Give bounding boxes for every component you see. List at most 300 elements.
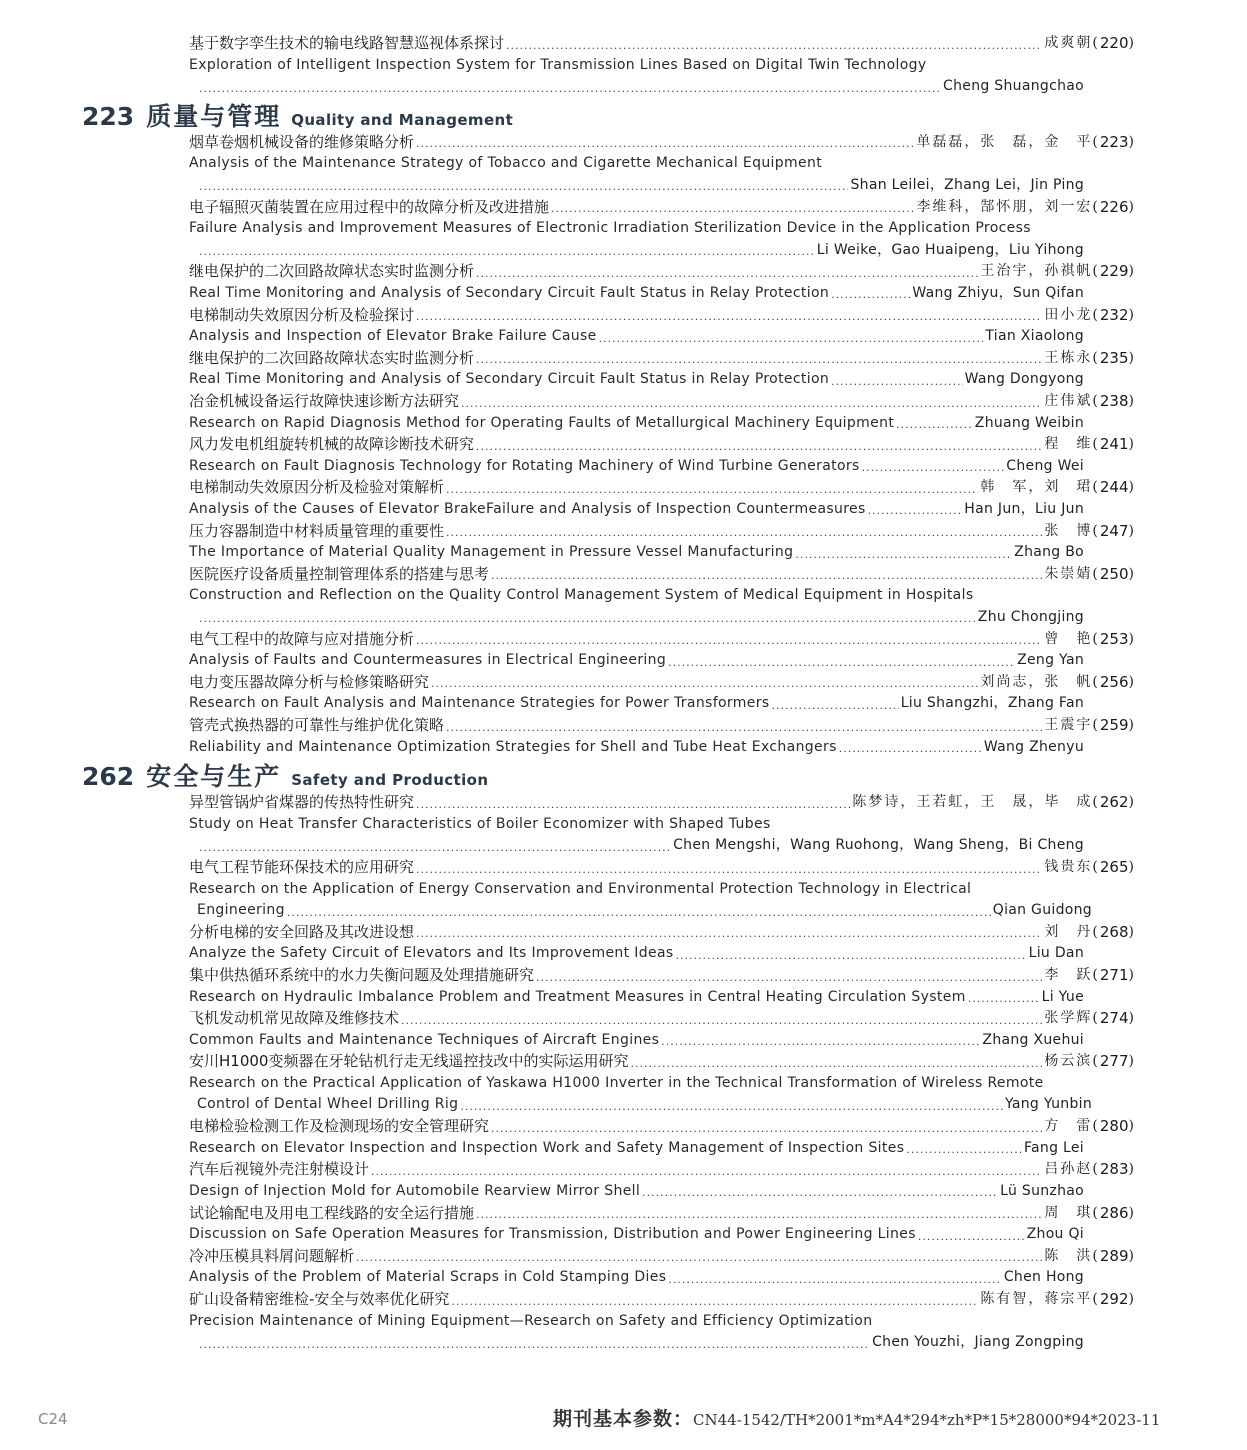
entry-page-number: 265 xyxy=(1099,858,1129,876)
entry-zh-line xyxy=(189,564,1136,586)
leader-dots xyxy=(476,1205,1042,1224)
leader-dots xyxy=(630,1054,1042,1073)
entry-en-line xyxy=(189,814,1084,836)
entry-en-line xyxy=(189,542,1084,564)
entry-page-number: 229 xyxy=(1099,262,1129,281)
entry-en-title: Research on Fault Analysis and Maintenance Strategies for Power Transformers xyxy=(189,695,770,712)
entry-zh-title: 基于数字孪生技术的输电线路智慧巡视体系探讨 xyxy=(189,34,505,52)
entry-en-line xyxy=(189,326,1084,348)
leader-dots xyxy=(401,1011,1042,1030)
journal-params-value: CN44-1542/TH*2001*m*A4*294*zh*P*15*28000*94*2023-11 xyxy=(693,1411,1161,1429)
toc-entry xyxy=(189,305,1136,348)
entry-page-open: ( xyxy=(1092,1010,1100,1027)
entry-zh-line xyxy=(189,305,1136,327)
entry-page-number: 292 xyxy=(1099,1290,1129,1308)
entry-en-line xyxy=(189,1094,1092,1116)
entry-page-close: ) xyxy=(1128,1161,1136,1178)
entry-page-open: ( xyxy=(1092,393,1100,409)
entry-en-line xyxy=(189,650,1084,672)
entry-en-line xyxy=(189,1073,1084,1095)
entry-en-title: Analysis of the Problem of Material Scraps in Cold Stamping Dies xyxy=(189,1269,667,1286)
entry-en-line xyxy=(189,879,1084,901)
toc-entry xyxy=(189,434,1136,477)
section-title-en: Quality and Management xyxy=(291,110,514,129)
entry-en-title: Research on the Application of Energy Conservation and Environmental Protection Technology in Electrical xyxy=(189,880,972,897)
entry-en-authors-line xyxy=(189,240,1084,262)
entry-en-title: Real Time Monitoring and Analysis of Secondary Circuit Fault Status in Relay Protection xyxy=(189,284,830,301)
entry-zh-title: 异型管锅炉省煤器的传热特性研究 xyxy=(189,793,415,812)
entry-zh-line xyxy=(189,792,1136,814)
entry-en-line xyxy=(189,456,1084,478)
entry-en-line xyxy=(189,218,1084,240)
entry-zh-line xyxy=(189,391,1136,413)
entry-zh-authors: 田小龙 xyxy=(1044,306,1093,323)
leader-dots xyxy=(446,480,978,499)
toc-entry xyxy=(189,672,1136,715)
toc-entry xyxy=(189,33,1136,98)
leader-dots xyxy=(416,924,1042,943)
entry-zh-line xyxy=(189,132,1136,154)
entry-zh-authors: 朱崇婧 xyxy=(1044,565,1093,582)
entry-en-line xyxy=(189,413,1084,435)
entry-page-close: ) xyxy=(1128,717,1136,733)
entry-zh-title: 冷冲压模具料屑问题解析 xyxy=(189,1246,355,1265)
toc-entry xyxy=(189,564,1136,629)
entry-zh-line xyxy=(189,477,1136,499)
entry-zh-title: 电梯制动失效原因分析及检验探讨 xyxy=(189,305,415,324)
leader-dots xyxy=(461,394,1042,413)
entry-en-authors-line xyxy=(189,607,1084,629)
leader-dots xyxy=(599,329,984,348)
entry-page-open: ( xyxy=(1092,967,1100,983)
leader-dots xyxy=(476,437,1042,456)
entry-en-authors: Zeng Yan xyxy=(1017,652,1084,669)
entry-page-open: ( xyxy=(1092,198,1100,215)
entry-zh-title: 电梯制动失效原因分析及检验对策解析 xyxy=(189,478,445,497)
entry-page-open: ( xyxy=(1092,436,1100,453)
entry-zh-authors: 刘 丹 xyxy=(1044,923,1093,940)
toc-entry xyxy=(189,965,1136,1008)
entry-page-number: 259 xyxy=(1099,716,1129,734)
entry-en-authors: Chen Hong xyxy=(1003,1269,1084,1286)
leader-dots xyxy=(536,968,1042,987)
entry-page-number: 268 xyxy=(1099,922,1129,941)
entry-page-close: ) xyxy=(1128,1053,1136,1070)
toc-entry xyxy=(189,1289,1136,1354)
entry-page-open: ( xyxy=(1092,565,1100,582)
leader-dots xyxy=(831,285,910,304)
entry-page-open: ( xyxy=(1092,522,1100,539)
entry-page-close: ) xyxy=(1128,133,1136,150)
entry-en-title: Research on Hydraulic Imbalance Problem and Treatment Measures in Central Heating Circulation System xyxy=(189,988,966,1005)
section-header xyxy=(82,757,488,791)
entry-en-title: Analysis of the Maintenance Strategy of Tobacco and Cigarette Mechanical Equipment xyxy=(189,155,823,172)
entry-zh-title: 风力发电机组旋转机械的故障诊断技术研究 xyxy=(189,435,475,454)
leader-dots xyxy=(199,838,671,857)
entry-zh-line xyxy=(189,857,1136,879)
entry-page-close: ) xyxy=(1128,263,1136,280)
toc-entry xyxy=(189,1116,1136,1159)
entry-en-title: Failure Analysis and Improvement Measures of Electronic Irradiation Sterilization Device in the Application Process xyxy=(189,220,1031,237)
entry-en-authors: Wang Dongyong xyxy=(964,371,1084,388)
entry-page-close: ) xyxy=(1128,923,1136,940)
entry-en-authors: Lü Sunzhao xyxy=(1000,1182,1084,1199)
entry-zh-authors: 王栋永 xyxy=(1044,349,1093,366)
entry-zh-title: 试论输配电及用电工程线路的安全运行措施 xyxy=(189,1203,475,1222)
entry-page-number: 280 xyxy=(1099,1117,1129,1136)
entry-zh-title: 集中供热循环系统中的水力失衡问题及处理措施研究 xyxy=(189,966,535,984)
leader-dots xyxy=(642,1183,998,1202)
entry-en-authors: Qian Guidong xyxy=(992,902,1092,918)
entry-zh-title: 安川H1000变频器在牙轮钻机行走无线遥控技改中的实际运用研究 xyxy=(189,1052,629,1071)
entry-en-title: Real Time Monitoring and Analysis of Secondary Circuit Fault Status in Relay Protection xyxy=(189,371,830,388)
toc-entry xyxy=(189,1246,1136,1289)
entry-zh-line xyxy=(189,261,1136,283)
entry-en-authors: Cheng Wei xyxy=(1006,457,1084,474)
entry-en-authors: Wang Zhiyu，Sun Qifan xyxy=(912,284,1084,301)
leader-dots xyxy=(416,631,1042,650)
entry-en-title: Research on Fault Diagnosis Technology for Rotating Machinery of Wind Turbine Generators xyxy=(189,457,860,474)
entry-page-close: ) xyxy=(1128,1291,1136,1307)
leader-dots xyxy=(968,989,1040,1008)
entry-en-authors: Chen Mengshi，Wang Ruohong，Wang Sheng，Bi Cheng xyxy=(673,837,1084,854)
entry-page-close: ) xyxy=(1128,565,1136,582)
leader-dots xyxy=(416,307,1042,326)
entry-page-open: ( xyxy=(1092,1118,1100,1135)
entry-page-number: 271 xyxy=(1099,966,1129,984)
entry-page-close: ) xyxy=(1128,522,1136,539)
entry-page-close: ) xyxy=(1128,967,1136,983)
entry-en-title: Research on Rapid Diagnosis Method for Operating Faults of Metallurgical Machinery Equipment xyxy=(189,414,895,431)
leader-dots xyxy=(446,523,1042,542)
entry-zh-authors: 钱贵东 xyxy=(1044,859,1093,875)
entry-en-authors: Cheng Shuangchao xyxy=(943,78,1084,94)
entry-en-line xyxy=(189,1311,1084,1333)
entry-zh-line xyxy=(189,629,1136,651)
entry-en-authors-line xyxy=(189,76,1084,98)
entry-zh-title: 冶金机械设备运行故障快速诊断方法研究 xyxy=(189,392,460,410)
entry-en-line xyxy=(189,693,1084,715)
entry-page-number: 262 xyxy=(1099,793,1129,812)
entry-en-line xyxy=(189,1138,1084,1160)
leader-dots xyxy=(862,458,1005,477)
entry-page-open: ( xyxy=(1092,717,1100,733)
entry-zh-title: 电气工程中的故障与应对措施分析 xyxy=(189,629,415,648)
entry-zh-authors: 韩 军，刘 珺 xyxy=(980,479,1093,496)
leader-dots xyxy=(491,1119,1042,1138)
entry-en-title: Control of Dental Wheel Drilling Rig xyxy=(197,1096,459,1113)
leader-dots xyxy=(491,566,1042,585)
entry-en-authors: Wang Zhenyu xyxy=(983,738,1084,755)
entry-zh-authors: 庄伟斌 xyxy=(1044,393,1093,409)
toc-entry xyxy=(189,197,1136,262)
leader-dots xyxy=(795,545,1012,564)
leader-dots xyxy=(431,674,978,693)
entry-page-close: ) xyxy=(1128,673,1136,690)
entry-en-authors: Chen Youzhi，Jiang Zongping xyxy=(872,1334,1084,1350)
entry-en-line xyxy=(189,283,1084,305)
entry-zh-line xyxy=(189,1159,1136,1181)
leader-dots xyxy=(199,177,848,196)
entry-zh-authors: 刘尚志，张 帆 xyxy=(980,673,1093,690)
entry-zh-title: 电梯检验检测工作及检测现场的安全管理研究 xyxy=(189,1117,490,1136)
entry-en-line xyxy=(189,1181,1084,1203)
entry-en-title: Analysis of Faults and Countermeasures in Electrical Engineering xyxy=(189,652,667,669)
entry-page-number: 223 xyxy=(1099,132,1129,151)
entry-zh-authors: 程 维 xyxy=(1044,436,1093,453)
entry-zh-authors: 李维科，郜怀朋，刘一宏 xyxy=(916,198,1093,215)
section-title-en: Safety and Production xyxy=(291,771,489,790)
leader-dots xyxy=(551,199,914,218)
entry-zh-title: 电力变压器故障分析与检修策略研究 xyxy=(189,672,430,691)
entry-zh-title: 继电保护的二次回路故障状态实时监测分析 xyxy=(189,348,475,367)
entry-page-close: ) xyxy=(1128,198,1136,215)
entry-page-close: ) xyxy=(1128,306,1136,323)
entry-page-number: 226 xyxy=(1099,197,1129,216)
entry-zh-authors: 成爽朝 xyxy=(1044,35,1093,51)
leader-dots xyxy=(451,1292,978,1311)
entry-zh-line xyxy=(189,1116,1136,1138)
entry-zh-line xyxy=(189,1008,1136,1030)
entry-en-line xyxy=(189,55,1084,77)
entry-en-line xyxy=(189,987,1084,1009)
entry-zh-line xyxy=(189,1051,1136,1073)
entry-zh-authors: 杨云滨 xyxy=(1044,1053,1093,1070)
entry-zh-authors: 王治宇，孙祺帆 xyxy=(980,263,1093,280)
entry-page-close: ) xyxy=(1128,859,1136,875)
leader-dots xyxy=(356,1248,1042,1267)
toc-entry xyxy=(189,1203,1136,1246)
toc-entry xyxy=(189,348,1136,391)
entry-page-open: ( xyxy=(1092,794,1100,811)
entry-en-line xyxy=(189,1030,1084,1052)
entry-page-open: ( xyxy=(1092,673,1100,690)
entry-en-title: Research on the Practical Application of Yaskawa H1000 Inverter in the Technical Transformation of Wireless Remote xyxy=(189,1074,1044,1091)
entry-en-authors-line xyxy=(189,835,1084,857)
leader-dots xyxy=(676,946,1027,965)
entry-page-number: 274 xyxy=(1099,1009,1129,1028)
leader-dots xyxy=(771,696,898,715)
entry-page-open: ( xyxy=(1092,1204,1100,1221)
entry-en-line xyxy=(189,153,1084,175)
entry-zh-authors: 张学辉 xyxy=(1044,1010,1093,1027)
section-number: 262 xyxy=(82,762,135,792)
entry-en-authors: Yang Yunbin xyxy=(1004,1096,1092,1113)
entry-page-open: ( xyxy=(1092,1291,1100,1307)
entry-en-line xyxy=(189,737,1084,759)
entry-page-close: ) xyxy=(1128,349,1136,366)
journal-params xyxy=(553,1404,1160,1431)
entry-en-title: Analyze the Safety Circuit of Elevators and Its Improvement Ideas xyxy=(189,945,674,962)
toc-entry xyxy=(189,857,1136,922)
entry-page-open: ( xyxy=(1092,479,1100,496)
leader-dots xyxy=(199,79,941,98)
entry-en-title: Precision Maintenance of Mining Equipment—Research on Safety and Efficiency Optimization xyxy=(189,1312,873,1329)
entry-en-authors: Shan Leilei，Zhang Lei，Jin Ping xyxy=(850,176,1084,193)
toc-entry xyxy=(189,477,1136,520)
entry-zh-title: 医院医疗设备质量控制管理体系的搭建与思考 xyxy=(189,564,490,583)
entry-en-authors: Liu Shangzhi，Zhang Fan xyxy=(900,695,1084,712)
toc-entry xyxy=(189,792,1136,857)
entry-en-authors: Zhang Xuehui xyxy=(982,1031,1084,1048)
leader-dots xyxy=(199,1335,870,1354)
entry-page-number: 289 xyxy=(1099,1246,1129,1265)
entry-page-open: ( xyxy=(1092,306,1100,323)
entry-page-number: 232 xyxy=(1099,305,1129,324)
entry-zh-title: 分析电梯的安全回路及其改进设想 xyxy=(189,922,415,941)
leader-dots xyxy=(446,718,1042,737)
entry-en-title: Engineering xyxy=(197,902,285,918)
entry-zh-line xyxy=(189,922,1136,944)
entry-zh-title: 矿山设备精密维检-安全与效率优化研究 xyxy=(189,1290,450,1308)
leader-dots xyxy=(460,1097,1003,1116)
entry-page-close: ) xyxy=(1128,1010,1136,1027)
toc-entry xyxy=(189,629,1136,672)
entry-page-close: ) xyxy=(1128,794,1136,811)
entry-page-open: ( xyxy=(1092,349,1100,366)
entry-en-title: The Importance of Material Quality Management in Pressure Vessel Manufacturing xyxy=(189,544,794,561)
entry-en-line xyxy=(189,369,1084,391)
entry-en-title: Reliability and Maintenance Optimization Strategies for Shell and Tube Heat Exchangers xyxy=(189,738,837,755)
entry-en-authors-line xyxy=(189,175,1084,197)
entry-page-open: ( xyxy=(1092,1053,1100,1070)
entry-en-title: Study on Heat Transfer Characteristics of Boiler Economizer with Shaped Tubes xyxy=(189,815,771,832)
entry-en-title: Exploration of Intelligent Inspection System for Transmission Lines Based on Digital Twin Technology xyxy=(189,56,927,73)
entry-zh-line xyxy=(189,33,1136,55)
page-number: C24 xyxy=(38,1410,68,1428)
leader-dots xyxy=(868,501,963,520)
entry-en-authors: Zhuang Weibin xyxy=(974,414,1084,431)
toc-entry xyxy=(189,391,1136,434)
leader-dots xyxy=(661,1032,980,1051)
toc-entry xyxy=(189,132,1136,197)
entry-zh-authors: 方 雷 xyxy=(1044,1118,1093,1135)
entry-en-title: Discussion on Safe Operation Measures for Transmission, Distribution and Power Engineering Lines xyxy=(189,1226,916,1243)
entry-en-authors: Liu Dan xyxy=(1028,945,1084,962)
entry-page-close: ) xyxy=(1128,35,1136,51)
entry-zh-title: 压力容器制造中材料质量管理的重要性 xyxy=(189,521,445,540)
entry-zh-line xyxy=(189,1246,1136,1268)
entry-page-number: 244 xyxy=(1099,478,1129,497)
entry-en-authors: Han Jun，Liu Jun xyxy=(964,500,1084,517)
leader-dots xyxy=(371,1162,1042,1181)
entry-zh-line xyxy=(189,672,1136,694)
section-number: 223 xyxy=(82,101,135,131)
entry-zh-title: 管壳式换热器的可靠性与维护优化策略 xyxy=(189,716,445,734)
entry-zh-title: 电气工程节能环保技术的应用研究 xyxy=(189,858,415,876)
entry-page-open: ( xyxy=(1092,1247,1100,1264)
entry-page-number: 247 xyxy=(1099,521,1129,540)
leader-dots xyxy=(668,1270,1002,1289)
entry-zh-line xyxy=(189,521,1136,543)
entry-zh-authors: 吕孙赵 xyxy=(1044,1161,1093,1178)
leader-dots xyxy=(199,242,815,261)
toc-entry xyxy=(189,521,1136,564)
leader-dots xyxy=(896,415,973,434)
entry-page-close: ) xyxy=(1128,1204,1136,1221)
leader-dots xyxy=(906,1140,1022,1159)
entry-zh-authors: 李 跃 xyxy=(1044,967,1093,983)
entry-en-authors: Tian Xiaolong xyxy=(985,328,1084,345)
entry-zh-title: 烟草卷烟机械设备的维修策略分析 xyxy=(189,132,415,151)
entry-zh-line xyxy=(189,1289,1136,1311)
entry-zh-line xyxy=(189,348,1136,370)
entry-zh-authors: 陈梦诗，王若虹，王 晟，毕 成 xyxy=(852,794,1093,811)
entry-zh-authors: 张 博 xyxy=(1044,522,1093,539)
entry-zh-line xyxy=(189,434,1136,456)
entry-page-open: ( xyxy=(1092,859,1100,875)
leader-dots xyxy=(476,264,978,283)
entry-zh-authors: 单磊磊，张 磊，金 平 xyxy=(916,133,1093,150)
entry-zh-title: 继电保护的二次回路故障状态实时监测分析 xyxy=(189,262,475,281)
entry-zh-title: 电子辐照灭菌装置在应用过程中的故障分析及改进措施 xyxy=(189,197,550,216)
toc-entry xyxy=(189,261,1136,304)
entry-zh-title: 汽车后视镜外壳注射模设计 xyxy=(189,1160,370,1179)
entry-zh-line xyxy=(189,197,1136,219)
toc-entry xyxy=(189,1159,1136,1202)
entry-zh-title: 飞机发动机常见故障及维修技术 xyxy=(189,1009,400,1028)
entry-page-number: 286 xyxy=(1099,1203,1129,1222)
leader-dots xyxy=(476,350,1042,369)
entry-en-title: Analysis and Inspection of Elevator Brake Failure Cause xyxy=(189,328,597,345)
entry-en-title: Research on Elevator Inspection and Inspection Work and Safety Management of Inspection Sites xyxy=(189,1139,905,1156)
entry-en-authors: Li Yue xyxy=(1041,988,1084,1005)
entry-en-line xyxy=(189,585,1084,607)
entry-page-open: ( xyxy=(1092,923,1100,940)
leader-dots xyxy=(287,903,991,922)
entry-page-open: ( xyxy=(1092,35,1100,51)
entry-zh-authors: 陈 洪 xyxy=(1044,1247,1093,1264)
entry-page-number: 283 xyxy=(1099,1160,1129,1179)
toc-entry xyxy=(189,922,1136,965)
entry-page-open: ( xyxy=(1092,1161,1100,1178)
entry-page-number: 238 xyxy=(1099,392,1129,410)
entry-page-close: ) xyxy=(1128,630,1136,647)
entry-en-line xyxy=(189,1224,1084,1246)
section-title-zh: 质量与管理 xyxy=(146,101,282,131)
entry-page-number: 235 xyxy=(1099,348,1129,367)
entry-en-authors: Li Weike，Gao Huaipeng，Liu Yihong xyxy=(816,241,1084,258)
leader-dots xyxy=(918,1227,1025,1246)
entry-page-close: ) xyxy=(1128,436,1136,453)
entry-zh-authors: 王震宇 xyxy=(1044,717,1093,733)
leader-dots xyxy=(668,653,1015,672)
entry-en-authors: Zhu Chongjing xyxy=(977,608,1084,625)
entry-zh-authors: 陈有智，蒋宗平 xyxy=(980,1291,1093,1307)
entry-page-number: 241 xyxy=(1099,435,1129,454)
entry-page-close: ) xyxy=(1128,1118,1136,1135)
toc-entry xyxy=(189,715,1136,758)
entry-en-title: Construction and Reflection on the Quality Control Management System of Medical Equipment in Hospitals xyxy=(189,587,974,604)
entry-page-number: 250 xyxy=(1099,564,1129,583)
entry-page-close: ) xyxy=(1128,1247,1136,1264)
leader-dots xyxy=(839,739,982,758)
entry-page-close: ) xyxy=(1128,479,1136,496)
entry-zh-line xyxy=(189,1203,1136,1225)
entry-en-authors: Zhang Bo xyxy=(1014,544,1084,561)
leader-dots xyxy=(506,36,1042,55)
entry-page-open: ( xyxy=(1092,630,1100,647)
leader-dots xyxy=(199,609,976,628)
entry-en-title: Common Faults and Maintenance Techniques of Aircraft Engines xyxy=(189,1031,660,1048)
toc-entry xyxy=(189,1051,1136,1116)
entry-en-line xyxy=(189,499,1084,521)
entry-en-title: Design of Injection Mold for Automobile Rearview Mirror Shell xyxy=(189,1182,641,1199)
entry-en-authors: Fang Lei xyxy=(1023,1139,1084,1156)
entry-page-number: 277 xyxy=(1099,1052,1129,1071)
entry-zh-line xyxy=(189,715,1136,737)
section-header xyxy=(82,97,513,131)
